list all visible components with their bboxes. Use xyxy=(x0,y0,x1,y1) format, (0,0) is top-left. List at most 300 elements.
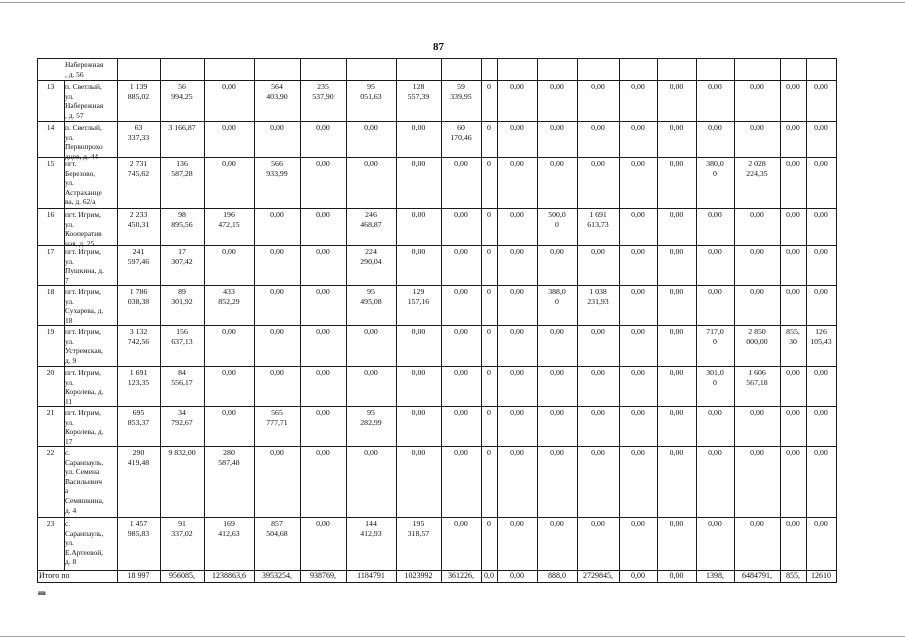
cell-line: 0,00 xyxy=(510,448,524,457)
scan-edge-top xyxy=(0,2,905,3)
value-cell xyxy=(205,519,253,570)
cell-line: д. 4 xyxy=(65,505,77,515)
value-cell xyxy=(118,123,159,157)
cell-line: 567,18 xyxy=(746,377,768,387)
value-cell xyxy=(482,368,496,406)
cell-line: 0 xyxy=(487,519,491,528)
cell-line: 0,00 xyxy=(222,159,236,168)
cell-line: 0,00 xyxy=(510,519,524,528)
cell-line: 0,00 xyxy=(270,123,284,132)
value-cell xyxy=(658,368,695,406)
cell-line: 0,00 xyxy=(631,82,645,91)
cell-line: 0,00 xyxy=(814,82,828,91)
cell-line: 23 xyxy=(46,519,55,528)
cell-line: 0,00 xyxy=(222,327,236,336)
cell-line: 500,0 xyxy=(548,210,566,219)
value-cell xyxy=(347,82,395,121)
cell-line: 0,00 xyxy=(222,408,236,417)
cell-line: 587,28 xyxy=(171,168,193,178)
cell-line: 128 xyxy=(412,82,425,91)
value-cell xyxy=(498,368,536,406)
cell-line: 0,00 xyxy=(750,287,764,296)
cell-line: 0,00 xyxy=(364,123,378,132)
cell-line: 0,00 xyxy=(631,408,645,417)
value-cell xyxy=(498,287,536,325)
cell-line: 0,00 xyxy=(708,519,722,528)
cell-line: 1 786 xyxy=(129,287,148,296)
cell-line: 0,00 xyxy=(550,368,564,377)
cell-line: 0,00 xyxy=(591,123,605,132)
cell-line: 0,00 xyxy=(631,368,645,377)
value-cell xyxy=(255,210,299,245)
value-cell xyxy=(482,159,496,208)
cell-line: 0 xyxy=(713,377,717,387)
cell-line: 0,00 xyxy=(631,448,645,457)
value-cell xyxy=(735,82,779,121)
cell-line: 95 xyxy=(367,408,375,417)
cell-line: 21 xyxy=(46,408,55,417)
value-cell xyxy=(482,519,496,570)
cell-line: 0,00 xyxy=(510,210,524,219)
cell-line: 564 xyxy=(271,82,283,91)
value-cell xyxy=(498,327,536,366)
value-cell xyxy=(161,327,203,366)
value-cell xyxy=(397,247,440,285)
value-cell xyxy=(347,287,395,325)
cell-line: 2 850 xyxy=(748,327,766,336)
value-cell xyxy=(118,287,159,325)
value-cell xyxy=(781,368,805,406)
cell-line: 2 028 xyxy=(748,159,766,168)
total-label: Итого по xyxy=(39,571,70,580)
row-number-cell xyxy=(38,287,63,325)
total-value-cell: 1398, xyxy=(706,571,724,580)
value-cell xyxy=(482,408,496,446)
address-cell xyxy=(65,60,116,80)
cell-line: 0,00 xyxy=(411,448,426,457)
cell-line: 0,00 xyxy=(222,123,236,132)
value-cell xyxy=(482,448,496,517)
cell-line: 280 xyxy=(223,448,235,457)
value-cell xyxy=(442,327,480,366)
value-cell xyxy=(697,123,733,157)
cell-line: 0,00 xyxy=(814,448,828,457)
address-cell xyxy=(65,82,116,121)
cell-line: ул. xyxy=(65,538,74,548)
value-cell xyxy=(347,519,395,570)
value-cell xyxy=(255,327,299,366)
value-cell xyxy=(161,287,203,325)
cell-line: п. Светлый, xyxy=(65,82,102,91)
row-number-cell xyxy=(38,123,63,157)
cell-line: 0 xyxy=(487,247,491,256)
value-cell xyxy=(118,210,159,245)
value-cell xyxy=(807,519,835,570)
value-cell xyxy=(538,368,576,406)
value-cell xyxy=(161,368,203,406)
value-cell xyxy=(697,210,733,245)
total-value-cell: 0,0 xyxy=(484,571,494,580)
table-hline xyxy=(37,406,837,407)
cell-line: ул. xyxy=(65,256,74,266)
cell-line: 0,00 xyxy=(669,519,684,528)
cell-line: 0,00 xyxy=(550,159,564,168)
cell-line: 231,93 xyxy=(587,296,609,306)
cell-line: 318,57 xyxy=(407,528,430,538)
cell-line: 1 606 xyxy=(748,368,766,377)
cell-line: 403,90 xyxy=(266,91,288,101)
cell-line: 18 xyxy=(46,287,55,296)
cell-line: 0,00 xyxy=(270,247,284,256)
cell-line: 0,00 xyxy=(631,519,645,528)
cell-line: 1 038 xyxy=(589,287,607,296)
cell-line: 105,43 xyxy=(810,336,832,346)
cell-line: 0,00 xyxy=(454,159,468,168)
cell-line: 0 xyxy=(487,448,491,457)
cell-line: 0,00 xyxy=(316,210,330,219)
value-cell xyxy=(658,327,695,366)
cell-line: 17 xyxy=(178,247,186,256)
value-cell xyxy=(807,210,835,245)
value-cell xyxy=(781,210,805,245)
cell-line: 0,00 xyxy=(708,247,722,256)
cell-line: Королева, д. xyxy=(65,387,104,397)
cell-line: 933,99 xyxy=(266,168,288,178)
cell-line: 1 691 xyxy=(129,368,148,377)
cell-line: 0,00 xyxy=(786,368,800,377)
total-value-cell: 0,00 xyxy=(631,571,645,580)
cell-line: 0,00 xyxy=(631,327,645,336)
cell-line: 290 xyxy=(132,448,145,457)
value-cell xyxy=(118,448,159,517)
cell-line: 0,00 xyxy=(750,408,764,417)
cell-line: 495,08 xyxy=(360,296,382,306)
cell-line: 0,00 xyxy=(631,247,645,256)
value-cell xyxy=(807,287,835,325)
total-value-cell: 6484791, xyxy=(742,571,772,580)
table-hline xyxy=(37,245,837,246)
value-cell xyxy=(301,408,345,446)
value-cell xyxy=(498,519,536,570)
cell-line: 0,00 xyxy=(510,82,524,91)
cell-line: 1 691 xyxy=(589,210,607,219)
value-cell xyxy=(347,368,395,406)
cell-line: ул. xyxy=(65,91,74,101)
cell-line: 170,46 xyxy=(450,132,472,142)
cell-line: 792,67 xyxy=(171,417,193,427)
cell-line: 0,00 xyxy=(814,123,828,132)
value-cell xyxy=(807,327,835,366)
cell-line: д. 8 xyxy=(65,557,77,567)
value-cell xyxy=(161,408,203,446)
value-cell xyxy=(538,448,576,517)
cell-line: 0,00 xyxy=(669,210,684,219)
value-cell xyxy=(205,247,253,285)
cell-line: 0,00 xyxy=(669,247,684,256)
value-cell xyxy=(482,287,496,325)
cell-line: 0,00 xyxy=(591,159,605,168)
value-cell xyxy=(397,519,440,570)
value-cell xyxy=(118,82,159,121)
cell-line: с. xyxy=(65,519,71,528)
cell-line: 0 xyxy=(487,210,491,219)
cell-line: 742,56 xyxy=(127,336,150,346)
cell-line: 0,00 xyxy=(411,210,426,219)
cell-line: пгт. Игрим, xyxy=(65,210,101,219)
table-hline xyxy=(37,582,837,583)
cell-line: 587,48 xyxy=(218,457,240,467)
value-cell xyxy=(301,327,345,366)
cell-line: 0,00 xyxy=(786,82,800,91)
value-cell xyxy=(118,159,159,208)
cell-line: 0,00 xyxy=(550,123,564,132)
value-cell xyxy=(538,123,576,157)
cell-line: пгт. Игрим, xyxy=(65,368,101,377)
cell-line: 30 xyxy=(789,336,797,346)
value-cell xyxy=(807,159,835,208)
value-cell xyxy=(697,82,733,121)
cell-line: 0,00 xyxy=(550,448,564,457)
value-cell xyxy=(620,247,656,285)
value-cell xyxy=(735,159,779,208)
value-cell xyxy=(255,159,299,208)
cell-line: 0,00 xyxy=(454,287,468,296)
value-cell xyxy=(482,82,496,121)
cell-line: 613,73 xyxy=(587,219,609,229)
total-value-cell: 2729845, xyxy=(583,571,613,580)
value-cell xyxy=(538,287,576,325)
cell-line: 195 xyxy=(412,519,425,528)
value-cell xyxy=(397,82,440,121)
cell-line: 136 xyxy=(176,159,188,168)
cell-line: Набережная xyxy=(65,60,104,69)
scan-edge-bottom xyxy=(0,636,905,637)
value-cell xyxy=(735,123,779,157)
cell-line: 0,00 xyxy=(750,123,764,132)
total-value-cell: 888,0 xyxy=(548,571,566,580)
value-cell xyxy=(781,448,805,517)
cell-line: 0 xyxy=(713,336,717,346)
cell-line: 14 xyxy=(46,123,55,132)
cell-line: 13 xyxy=(46,82,55,91)
value-cell xyxy=(301,519,345,570)
cell-line: , д. 56 xyxy=(65,69,84,79)
cell-line: 0,00 xyxy=(316,408,330,417)
cell-line: 0,00 xyxy=(550,247,564,256)
value-cell xyxy=(255,519,299,570)
cell-line: 0,00 xyxy=(316,247,330,256)
value-cell xyxy=(482,247,496,285)
cell-line: 0,00 xyxy=(669,82,684,91)
value-cell xyxy=(620,448,656,517)
value-cell xyxy=(161,210,203,245)
value-cell xyxy=(347,327,395,366)
cell-line: Сухарева, д. xyxy=(65,306,104,316)
cell-line: ул. xyxy=(65,178,74,188)
cell-line: 895,56 xyxy=(171,219,193,229)
cell-line: 339,95 xyxy=(450,91,472,101)
value-cell xyxy=(442,123,480,157)
value-cell xyxy=(735,247,779,285)
cell-line: 301,92 xyxy=(171,296,193,306)
cell-line: 1 457 xyxy=(129,519,148,528)
cell-line: 0,00 xyxy=(786,287,800,296)
table-hline xyxy=(37,285,837,286)
value-cell xyxy=(538,82,576,121)
value-cell xyxy=(538,519,576,570)
value-cell xyxy=(697,408,733,446)
row-number-cell xyxy=(38,210,63,245)
cell-line: пгт. Игрим, xyxy=(65,408,101,417)
value-cell xyxy=(161,123,203,157)
cell-line: Березово, xyxy=(65,168,96,178)
value-cell xyxy=(578,159,618,208)
total-value-cell: 855, xyxy=(786,571,800,580)
cell-line: 0,00 xyxy=(591,82,605,91)
cell-line: ул. xyxy=(65,377,74,387)
value-cell xyxy=(658,408,695,446)
value-cell xyxy=(620,368,656,406)
cell-line: 63 xyxy=(134,123,143,132)
value-cell xyxy=(578,287,618,325)
cell-line: 777,71 xyxy=(266,417,288,427)
cell-line: 0,00 xyxy=(270,210,284,219)
cell-line: ул. xyxy=(65,336,74,346)
value-cell xyxy=(807,408,835,446)
cell-line: 241 xyxy=(132,247,145,256)
cell-line: Саранпауль, xyxy=(65,457,104,467)
value-cell xyxy=(442,368,480,406)
cell-line: 0,00 xyxy=(550,327,564,336)
total-value-cell: 12610 xyxy=(811,571,831,580)
cell-line: 852,29 xyxy=(218,296,240,306)
cell-line: 9 832,00 xyxy=(168,448,196,457)
value-cell xyxy=(205,210,253,245)
cell-line: 11 xyxy=(65,396,73,406)
value-cell xyxy=(697,247,733,285)
cell-line: 7 xyxy=(65,275,69,285)
value-cell xyxy=(347,123,395,157)
cell-line: 15 xyxy=(46,159,55,168)
cell-line: 3 132 xyxy=(129,327,148,336)
cell-line: Пушкина, д. xyxy=(65,266,104,276)
cell-line: 2 731 xyxy=(129,159,148,168)
value-cell xyxy=(498,123,536,157)
cell-line: 537,90 xyxy=(312,91,334,101)
total-value-cell: 18 997 xyxy=(127,571,150,580)
value-cell xyxy=(781,123,805,157)
cell-line: 0,00 xyxy=(270,327,284,336)
cell-line: 0,00 xyxy=(510,159,524,168)
value-cell xyxy=(118,408,159,446)
address-cell xyxy=(65,519,116,570)
cell-line: 156 xyxy=(176,327,188,336)
cell-line: 0,00 xyxy=(510,287,524,296)
row-number-cell xyxy=(38,408,63,446)
cell-line: пгт. Игрим, xyxy=(65,327,101,336)
cell-line: 0,00 xyxy=(510,247,524,256)
value-cell xyxy=(397,210,440,245)
cell-line: 0,00 xyxy=(750,247,764,256)
cell-line: 0,00 xyxy=(591,519,605,528)
cell-line: 0,00 xyxy=(814,247,828,256)
cell-line: 0,00 xyxy=(708,123,722,132)
value-cell xyxy=(578,368,618,406)
cell-line: 95 xyxy=(367,287,375,296)
cell-line: 0,00 xyxy=(631,123,645,132)
value-cell xyxy=(205,448,253,517)
cell-line: 0,00 xyxy=(411,247,426,256)
value-cell xyxy=(735,368,779,406)
cell-line: 994,25 xyxy=(171,91,193,101)
address-cell xyxy=(65,123,116,161)
value-cell xyxy=(807,247,835,285)
cell-line: пгт. Игрим, xyxy=(65,247,101,256)
value-cell xyxy=(301,159,345,208)
cell-line: 0,00 xyxy=(708,408,722,417)
value-cell xyxy=(205,123,253,157)
value-cell xyxy=(347,408,395,446)
cell-line: пгт. xyxy=(65,159,77,168)
cell-line: 0,00 xyxy=(316,368,330,377)
cell-line: 380,0 xyxy=(706,159,724,168)
value-cell xyxy=(161,159,203,208)
cell-line: 84 xyxy=(178,368,186,377)
cell-line: 388,0 xyxy=(548,287,566,296)
value-cell xyxy=(735,327,779,366)
value-cell xyxy=(397,368,440,406)
cell-line: 2 233 xyxy=(129,210,148,219)
value-cell xyxy=(781,82,805,121)
cell-line: 0,00 xyxy=(631,159,645,168)
cell-line: 18 xyxy=(65,315,73,325)
cell-line: 0,00 xyxy=(708,448,722,457)
total-value-cell: 3953254, xyxy=(262,571,292,580)
value-cell xyxy=(578,210,618,245)
address-cell xyxy=(65,287,116,325)
cell-line: 17 xyxy=(46,247,55,256)
value-cell xyxy=(255,408,299,446)
cell-line: 123,35 xyxy=(127,377,150,387)
value-cell xyxy=(578,327,618,366)
cell-line: 0,00 xyxy=(411,123,426,132)
cell-line: 0,00 xyxy=(669,368,684,377)
cell-line: 34 xyxy=(178,408,186,417)
value-cell xyxy=(255,123,299,157)
cell-line: 0,00 xyxy=(270,448,284,457)
cell-line: 0,00 xyxy=(750,210,764,219)
row-number-cell xyxy=(38,327,63,366)
cell-line: 337,02 xyxy=(171,528,193,538)
value-cell xyxy=(658,123,695,157)
cell-line: д. 9 xyxy=(65,355,77,365)
table-hline xyxy=(37,80,837,81)
cell-line: 0,00 xyxy=(364,368,378,377)
cell-line: 0,00 xyxy=(814,368,828,377)
value-cell xyxy=(538,247,576,285)
value-cell xyxy=(347,448,395,517)
cell-line: 0 xyxy=(487,327,491,336)
cell-line: 0,00 xyxy=(222,368,236,377)
cell-line: 157,16 xyxy=(407,296,430,306)
value-cell xyxy=(442,408,480,446)
value-cell xyxy=(482,210,496,245)
cell-line: 224,35 xyxy=(746,168,768,178)
cell-line: 0,00 xyxy=(550,82,564,91)
cell-line: 412,63 xyxy=(218,528,240,538)
value-cell xyxy=(347,159,395,208)
cell-line: 0,00 xyxy=(631,287,645,296)
